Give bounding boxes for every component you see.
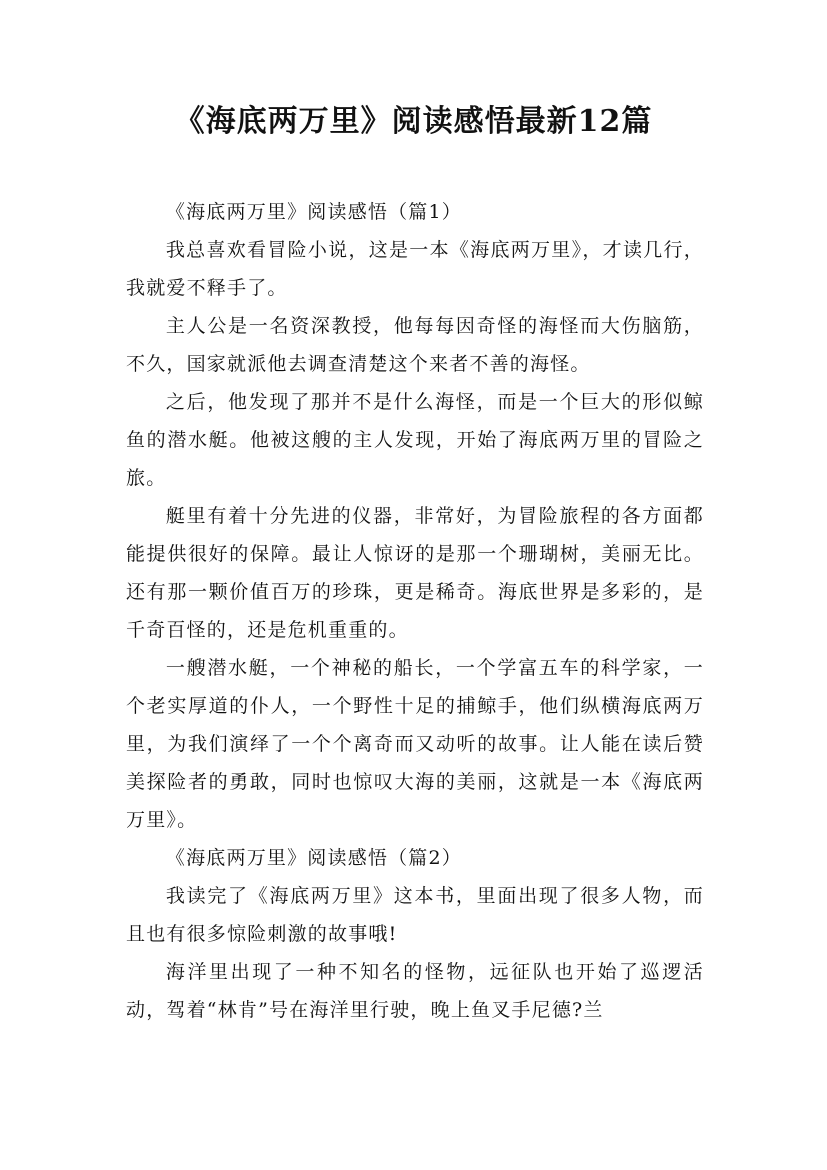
paragraph: 主人公是一名资深教授，他每每因奇怪的海怪而大伤脑筋，不久，国家就派他去调查清楚这个来者不善的海怪。 [126,315,704,375]
section-heading-2: 《海底两万里》阅读感悟（篇2） [165,847,462,869]
paragraph: 一艘潜水艇，一个神秘的船长，一个学富五车的科学家，一个老实厚道的仆人，一个野性十足的捕鲸手，他们纵横海底两万里，为我们演绎了一个个离奇而又动听的故事。让人能在读后赞美探险者的勇敢，同时也惊叹大海的美丽，这就是一本《海底两万里》。 [126,657,704,831]
document-title: 《海底两万里》阅读感悟最新12篇 [174,104,653,139]
section-heading-1: 《海底两万里》阅读感悟（篇1） [165,201,462,223]
paragraph: 之后，他发现了那并不是什么海怪，而是一个巨大的形似鲸鱼的潜水艇。他被这艘的主人发现，开始了海底两万里的冒险之旅。 [126,391,704,489]
paragraph: 我读完了《海底两万里》这本书，里面出现了很多人物，而且也有很多惊险刺激的故事哦! [126,885,704,945]
paragraph: 我总喜欢看冒险小说，这是一本《海底两万里》，才读几行，我就爱不释手了。 [126,239,704,299]
document-body [126,193,704,1029]
paragraph: 艇里有着十分先进的仪器，非常好，为冒险旅程的各方面都能提供很好的保障。最让人惊讶的是那一个珊瑚树，美丽无比。还有那一颗价值百万的珍珠，更是稀奇。海底世界是多彩的，是千奇百怪的，还是危机重重的。 [126,505,704,641]
paragraph: 海洋里出现了一种不知名的怪物，远征队也开始了巡逻活动，驾着“林肯”号在海洋里行驶，晚上鱼叉手尼德?兰 [126,961,704,1021]
